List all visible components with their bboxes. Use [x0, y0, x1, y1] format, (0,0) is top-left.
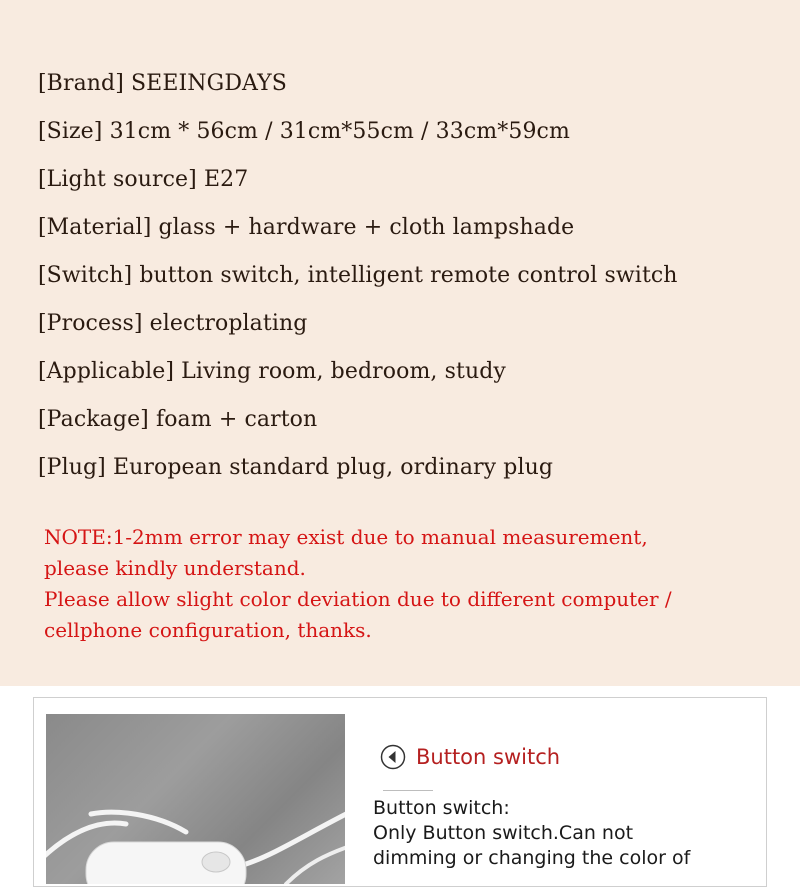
button-switch-photo	[46, 714, 345, 884]
feature-description	[373, 796, 690, 871]
note-line: cellphone configuration, thanks.	[44, 618, 372, 642]
spec-material: [Material] glass + hardware + cloth lampshade	[38, 215, 575, 240]
spec-light-source: [Light source] E27	[38, 167, 249, 192]
spec-switch: [Switch] button switch, intelligent remote control switch	[38, 263, 678, 288]
feature-desc-line: Button switch:	[373, 797, 510, 819]
feature-desc-line: Only Button switch.Can not	[373, 822, 634, 844]
spec-brand: [Brand] SEEINGDAYS	[38, 71, 287, 96]
measurement-note	[44, 522, 764, 646]
spec-plug: [Plug] European standard plug, ordinary plug	[38, 455, 554, 480]
feature-title-row	[380, 742, 560, 772]
note-line: NOTE:1-2mm error may exist due to manual measurement,	[44, 525, 648, 549]
button-switch-feature-card	[33, 697, 767, 887]
feature-desc-line: dimming or changing the color of	[373, 847, 691, 869]
note-line: Please allow slight color deviation due to different computer /	[44, 587, 672, 611]
feature-title: Button switch	[416, 745, 561, 769]
spec-applicable: [Applicable] Living room, bedroom, study	[38, 359, 506, 384]
spec-package: [Package] foam + carton	[38, 407, 318, 432]
spec-size: [Size] 31cm * 56cm / 31cm*55cm / 33cm*59cm	[38, 119, 570, 144]
note-line: please kindly understand.	[44, 556, 306, 580]
feature-divider	[383, 790, 433, 791]
circle-left-arrow-icon	[380, 744, 406, 770]
spec-process: [Process] electroplating	[38, 311, 308, 336]
